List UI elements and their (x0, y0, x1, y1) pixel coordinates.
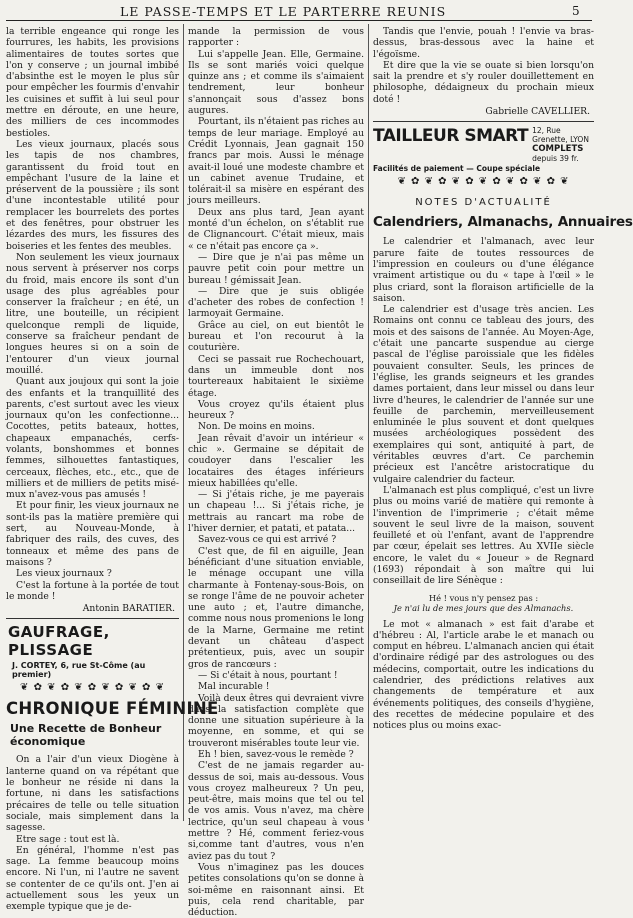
quote-line: Je n'ai lu de mes jours que des Almanachs. (393, 602, 574, 613)
paragraph: C'est la fortune à la portée de tout le monde ! (6, 579, 179, 602)
divider (6, 618, 179, 619)
ad-tailleur-smart (373, 126, 594, 173)
paragraph: Les vieux journaux ? (16, 568, 112, 580)
paragraph: Eh ! bien, savez-vous le remède ? (198, 749, 354, 760)
ad-price: depuis 39 fr. (532, 154, 579, 164)
ad-subline: Facilités de paiement — Coupe spéciale (373, 164, 541, 174)
paragraph: — Si c'était à nous, pourtant ! (198, 669, 338, 681)
verse-quote (373, 593, 594, 613)
column-3 (373, 26, 633, 821)
paragraph: On a l'air d'un vieux Diogène à lanterne quand on va répétant que le bonheur ne réside ni dans la fortune, ni dans les satisfactions précaires de telle ou telle situation sociale, mais simplement dans la sagesse. (6, 754, 179, 834)
paragraph: Ceci se passait rue Rochechouart, dans un immeuble dont nos tourtereaux habitaient le sixième étage. (188, 353, 364, 399)
paragraph: Les vieux journaux, placés sous les tapis de nos chambres, garantissent du froid tout en empêchant l'usure de la laine et préservent de la poussière ; ils sont d'une incontestable utilité pour remplacer les bourrelets des portes et des fenêtres, pour obstruer les lézardes des murs, les fissures des boiseries et les fentes des meubles. (6, 138, 179, 252)
paragraph: Non. De moins en moins. (198, 421, 315, 433)
paragraph: Quant aux joujoux qui sont la joie des enfants et la tranquillité des parents, c'est surtout avec les vieux journaux qu'on les confectionne... Cocottes, petits bateaux, hottes, chapeaux empanachés, cerfs-volants, bonshommes et bonnes femmes, silhouettes fantastiques, cerceaux, flèches, etc., etc., que de milliers et de milliers de petits misé-mux n'avez-vous pas amusés ! (6, 376, 179, 501)
article-title: Calendriers, Almanachs, Annuaires (373, 214, 633, 231)
ad-gaufrage (6, 623, 179, 679)
article-subtitle: Une Recette de Bonheur économique (10, 722, 162, 749)
paragraph: C'est que, de fil en aiguille, Jean bénéficiant d'une situation enviable, le ménage occupant une villa charmante à Fontenay-sous-Bois, on se ronge l'âme de ne pouvoir acheter une auto ; et, l'autre dimanche, comme nous nous promenions le long de la Marne, Germaine me retint devant un château d'aspect prétentieux, puis, avec un soupir gros de rancœurs : (188, 545, 364, 670)
paragraph: Le calendrier et l'almanach, avec leur parure faite de toutes ressources de l'impression en couleurs ou d'une élégance vraiment artistique ou du « tape à l'œil » le plus criard, sont la floraison artificielle de la saison. (373, 236, 594, 304)
ad-address: J. CORTEY, 6, rue St-Côme (au premier) (12, 661, 146, 680)
paragraph: Non seulement les vieux journaux nous servent à préserver nos corps du froid, mais encore ils sont d'un usage des plus agréables pour conserver la fraîcheur ; en été, un litre, une bouteille, un récipient quelconque rempli de liquide, conserve sa fraîcheur pendant de longues heures si on a soin de l'entourer d'un vieux journal mouillé. (6, 251, 179, 376)
header-rule (6, 20, 592, 21)
paragraph: Deux ans plus tard, Jean ayant monté d'un échelon, on s'établit rue de Clignancourt. C'était mieux, mais « ce n'était pas encore ça ». (188, 206, 364, 252)
paragraph: Mal incurable ! (198, 681, 270, 693)
paragraph: Vous n'imaginez pas les douces petites consolations qu'on se donne à soi-même en raisonnant ainsi. Et puis, cela rend charitable, par déduction. (188, 861, 364, 918)
paragraph: Et dire que la vie se ouate si bien lorsqu'on sait la prendre et s'y rouler douillettement en philosophe, dédaigneux du prochain mieux doté ! (373, 59, 594, 105)
ad-title: TAILLEUR SMART (373, 126, 529, 147)
column-rule-2 (368, 24, 369, 821)
quote-line: Hé ! vous n'y pensez pas : (428, 592, 539, 603)
ornament-border: ❦ ✿ ❦ ✿ ❦ ✿ ❦ ✿ ❦ ✿ ❦ (20, 682, 165, 694)
ornament-border: ❦ ✿ ❦ ✿ ❦ ✿ ❦ ✿ ❦ ✿ ❦ ✿ ❦ (397, 176, 570, 188)
paragraph: Etre sage : tout est là. (16, 833, 120, 845)
author-signature: Gabrielle CAVELLIER. (485, 106, 590, 118)
divider (373, 121, 594, 122)
paragraph: Jean rêvait d'avoir un intérieur « chic ». Germaine se dépitait de coudoyer dans l'escalier les locataires des étages inférieurs mieux habillées qu'elle. (188, 432, 364, 489)
column-1 (6, 26, 219, 913)
page-number: 5 (572, 4, 580, 18)
paragraph: Grâce au ciel, on eut bientôt le bureau et l'on recourut à la couturière. (188, 319, 364, 354)
running-title: LE PASSE-TEMPS ET LE PARTERRE REUNIS (120, 4, 447, 19)
paragraph: Lui s'appelle Jean. Elle, Germaine. Ils se sont mariés voici quelque quinze ans ; et comme ils s'aimaient tendrement, leur bonheur s'annonçait sous d'assez bons augures. (188, 48, 364, 117)
paragraph: mande la permission de vous rapporter : (188, 26, 364, 49)
article-vieux-journaux (6, 26, 179, 614)
paragraph: Voilà deux êtres qui devraient vivre dans la satisfaction complète que donne une situation supérieure à la moyenne, en somme, et qui se trouveront misérables toute leur vie. (188, 692, 364, 749)
section-title: CHRONIQUE FÉMININE (6, 699, 219, 719)
paragraph: C'est de ne jamais regarder au-dessus de soi, mais au-dessous. Vous vous croyez malheureux ? Un peu, peut-être, mais moins que tel ou tel de vos amis. Vous n'avez, ma chère lectrice, qu'un seul chapeau à vous mettre ? Hé, comment feriez-vous si,comme tant d'autres, vous n'en aviez pas du tout ? (188, 760, 364, 862)
section-title: NOTES D'ACTUALITÉ (415, 197, 552, 209)
paragraph: Savez-vous ce qui est arrivé ? (198, 534, 337, 546)
author-signature: Antonin BARATIER. (82, 603, 175, 615)
paragraph: Pourtant, ils n'étaient pas riches au temps de leur mariage. Employé au Crédit Lyonnais, Jean gagnait 150 francs par mois. Aussi le ménage avait-il loué une modeste chambre et un cabinet avenue Trudaine, et tolérait-il sa misère en espérant des jours meilleurs. (188, 116, 364, 207)
paragraph: Et pour finir, les vieux journaux ne sont-ils pas la matière première qui sert, au Nouveau-Monde, à fabriquer des rails, des cuves, des tonneaux et même des pans de maisons ? (6, 500, 179, 568)
paragraph: la terrible engeance qui ronge les fourrures, les habits, les provisions alimentaires de toutes sortes que l'on y conserve ; un journal imbibé d'absinthe est le moyen le plus sûr pour empêcher les fourmis d'envahir les cuisines et suffit à lui seul pour mettre en déroute, en une heure, des milliers de ces incommodes bestioles. (6, 26, 179, 139)
column-2 (188, 26, 364, 918)
paragraph: — Dire que je suis obligée d'acheter des robes de confection ! larmoyait Germaine. (188, 285, 364, 320)
ad-complets-label: COMPLETS (532, 144, 584, 155)
page-header (0, 0, 600, 22)
paragraph: Tandis que l'envie, pouah ! l'envie va bras-dessus, bras-dessous avec la haine et l'égoïsme. (373, 26, 594, 60)
article-chronique (6, 699, 219, 913)
ad-title: GAUFRAGE, PLISSAGE (8, 623, 110, 660)
paragraph: Le calendrier est d'usage très ancien. Les Romains ont connu ce tableau des jours, des mois et des saisons de l'année. Au Moyen-Age, c'était une pancarte suspendue au cierge pascal de l'église paroissiale que les fidèles pouvaient consulter. Seuls, les princes de l'église, les grands seigneurs et les grandes dames portaient, dans leur missel ou dans leur livre d'heures, le calendrier de l'année sur une feuille de parchemin, merveilleusement enluminée le plus souvent et dont quelques musées archéologiques possèdent des exemplaires qui sont, antiquité à part, de véritables œuvres d'art. Ce parchemin précieux est l'ancêtre aristocratique du vulgaire calendrier du facteur. (373, 304, 594, 485)
paragraph: Vous croyez qu'ils étaient plus heureux ? (188, 398, 364, 422)
paragraph: En général, l'homme n'est pas sage. La femme beaucoup moins encore. Ni l'un, ni l'autre ne savent se contenter de ce qu'ils ont. J'en ai actuellement sous les yeux un exemple typique que je de- (6, 844, 179, 913)
paragraph: — Si j'étais riche, je me payerais un chapeau !... Si j'étais riche, je mettrais au rancart ma robe de l'hiver dernier, et patati, et patata... (188, 489, 364, 535)
ad-address: 12, Rue Grenette, LYON (532, 126, 589, 145)
paragraph: — Dire que je n'ai pas même un pauvre petit coin pour mettre un bureau ! gémissait Jean. (188, 251, 364, 286)
paragraph: Le mot « almanach » est fait d'arabe et d'hébreu : Al, l'article arabe le et manach ou comput en hébreu. L'almanach ancien qui était d'ordinaire rédigé par des astrologues ou des médecins, comportait, outre les indications du calendrier, des prédictions relatives aux changements de température et aux événements politiques, des conseils d'hygiène, des recettes de médecine populaire et des notices plus ou moins exac- (373, 618, 594, 732)
paragraph: L'almanach est plus compliqué, c'est un livre plus ou moins varié de matière qui remonte à l'invention de l'imprimerie ; c'était même souvent le seul livre de la maison, souvent feuilleté et où l'enfant, avant de l'apprendre par cœur, épelait ses lettres. Au XVIIe siècle encore, le valet du « Joueur » de Regnard (1693) répondait à son maître qui lui conseillait de lire Sénèque : (373, 484, 594, 587)
